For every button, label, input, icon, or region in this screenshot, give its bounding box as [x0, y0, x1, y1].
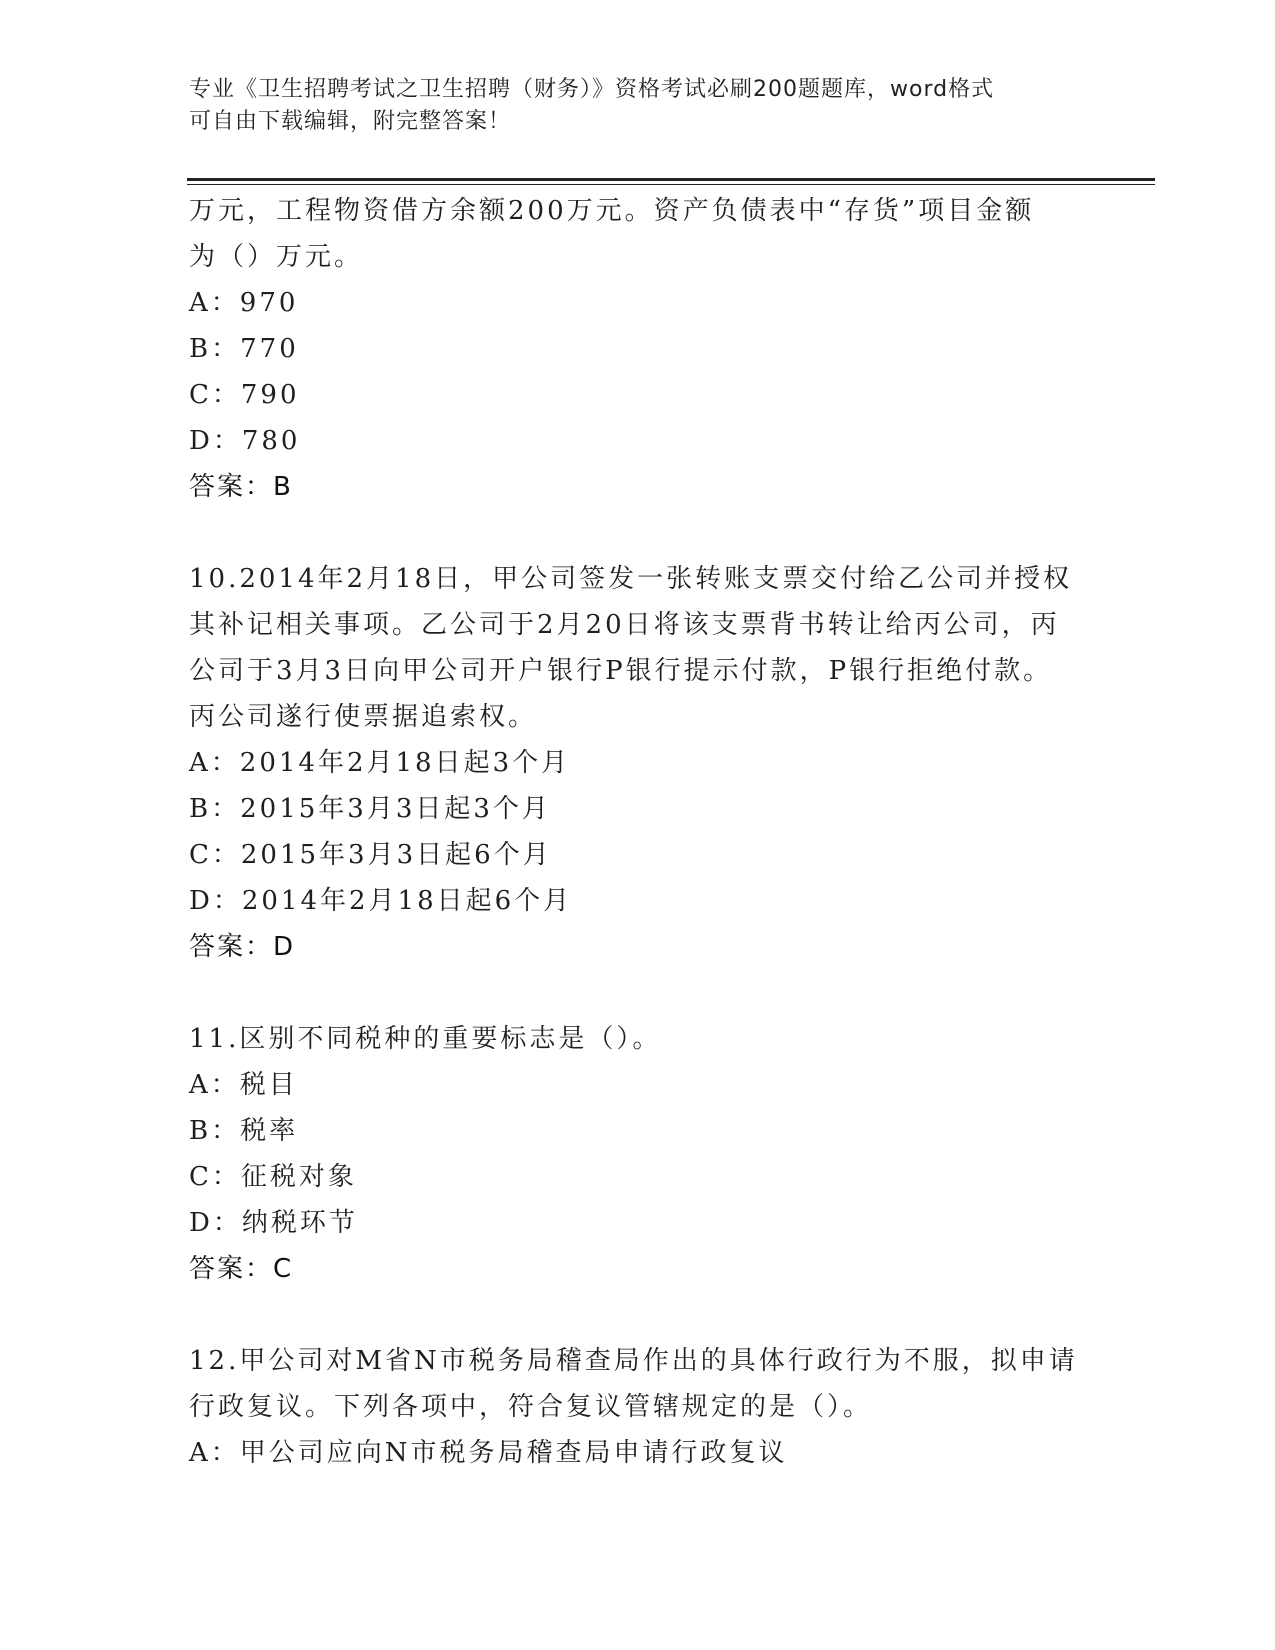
option-d: D：纳税环节	[189, 1208, 358, 1238]
question-stem: 10.2014年2月18日，甲公司签发一张转账支票交付给乙公司并授权	[189, 564, 1073, 594]
option-c: C：征税对象	[189, 1162, 357, 1192]
question-stem: 行政复议。下列各项中，符合复议管辖规定的是（）。	[189, 1392, 873, 1422]
answer-line: 答案：B	[189, 472, 293, 502]
question-10	[189, 556, 1089, 970]
answer-line: 答案：C	[189, 1254, 294, 1284]
option-d: D：2014年2月18日起6个月	[189, 886, 573, 916]
spacer	[189, 1292, 1089, 1338]
document-header	[189, 74, 1069, 138]
question-stem: 公司于3月3日向甲公司开户银行P银行提示付款，P银行拒绝付款。	[189, 656, 1053, 686]
question-stem: 其补记相关事项。乙公司于2月20日将该支票背书转让给丙公司，丙	[189, 610, 1060, 640]
question-stem: 万元，工程物资借方余额200万元。资产负债表中“存货”项目金额	[189, 196, 1035, 226]
option-a: A：甲公司应向N市税务局稽查局申请行政复议	[189, 1438, 788, 1468]
answer-line: 答案：D	[189, 932, 296, 962]
option-b: B：770	[189, 334, 299, 364]
option-a: A：970	[189, 288, 299, 318]
spacer	[189, 970, 1089, 1016]
question-12	[189, 1338, 1089, 1476]
question-stem: 为（）万元。	[189, 242, 364, 272]
header-divider-thick	[187, 178, 1155, 181]
question-stem: 丙公司遂行使票据追索权。	[189, 702, 538, 732]
option-c: C：790	[189, 380, 300, 410]
option-b: B：税率	[189, 1116, 299, 1146]
header-divider-thin	[187, 184, 1155, 185]
question-stem: 12.甲公司对M省N市税务局稽查局作出的具体行政行为不服，拟申请	[189, 1346, 1078, 1376]
spacer	[189, 510, 1089, 556]
header-title-line-2: 可自由下载编辑，附完整答案！	[189, 109, 512, 134]
question-11	[189, 1016, 1089, 1292]
document-body	[189, 188, 1089, 1476]
option-d: D：780	[189, 426, 301, 456]
option-c: C：2015年3月3日起6个月	[189, 840, 552, 870]
question-9	[189, 188, 1089, 510]
option-a: A：2014年2月18日起3个月	[189, 748, 571, 778]
question-stem: 11.区别不同税种的重要标志是（）。	[189, 1024, 662, 1054]
option-a: A：税目	[189, 1070, 298, 1100]
option-b: B：2015年3月3日起3个月	[189, 794, 551, 824]
header-title-line-1: 专业《卫生招聘考试之卫生招聘（财务）》资格考试必刷200题题库，word格式	[189, 77, 995, 102]
